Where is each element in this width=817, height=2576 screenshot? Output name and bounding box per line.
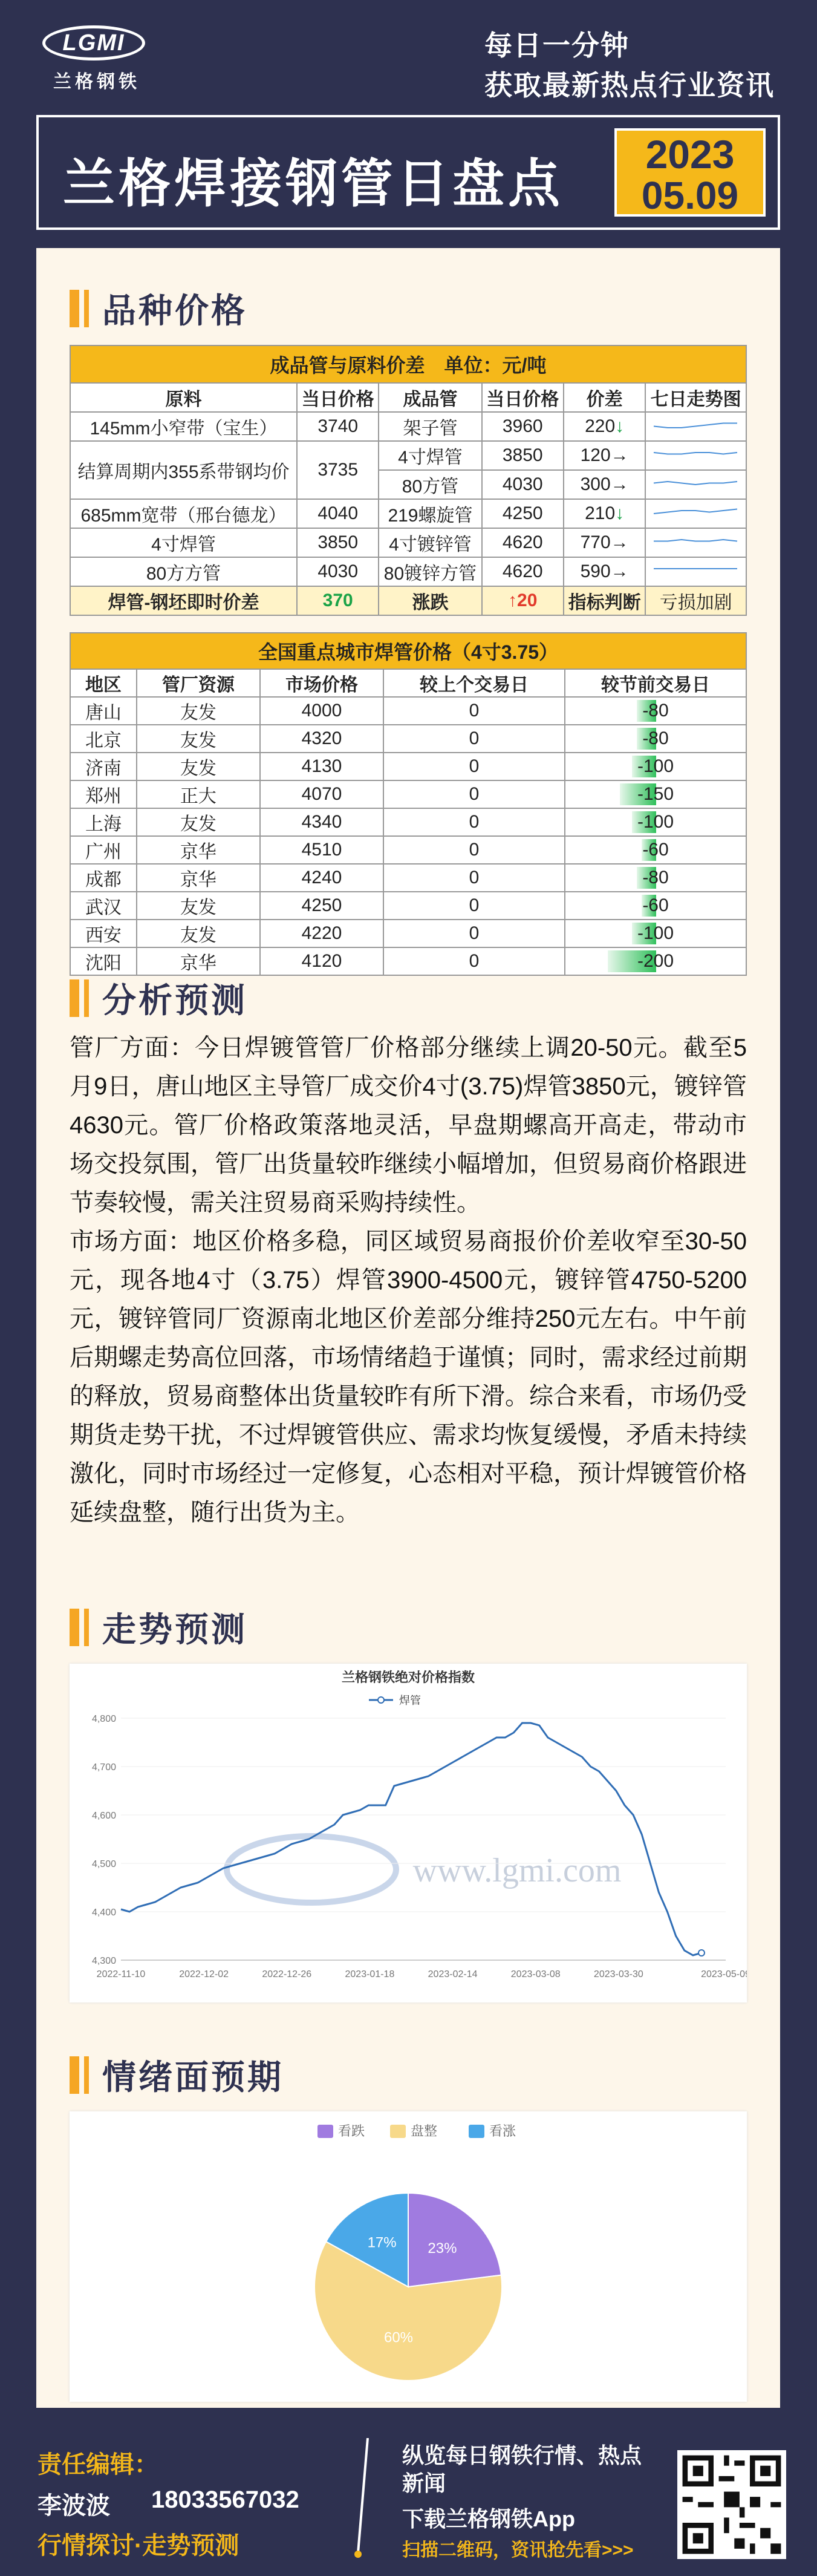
change-vs-pre-holiday-cell [565,780,746,808]
spread-indicator-label: 指标判断 [564,586,645,615]
city-col-header: 较节前交易日 [565,669,746,697]
sparkline-icon [651,476,741,494]
spread-indicator: 亏损加剧 [645,586,746,615]
price-diff: 120 [580,445,611,465]
change-vs-prev-day: 0 [383,836,565,864]
trend-chart-card [70,1664,747,2002]
sentiment-pie-chart [70,2111,747,2402]
legend-swatch [390,2125,406,2138]
series-end-point [698,1950,705,1956]
market-price: 4340 [260,808,383,836]
raw-material-price: 3735 [297,441,379,499]
legend-label: 盘整 [411,2123,438,2139]
price-diff-cell [564,441,645,470]
analysis-paragraph-mill: 管厂方面：今日焊镀管管厂价格部分继续上调20-50元。截至5月9日，唐山地区主导管厂成交价4寸(3.75)焊管3850元，镀锌管4630元。管厂价格政策落地灵活，早盘期螺高开高走，带动市场交投氛围，管厂出货量较昨继续小幅增加，但贸易商价格跟进节奏较慢，需关注贸易商采购持续性。 [70,1035,747,1216]
price-diff: 210 [585,503,616,523]
section-sentiment-label: 情绪面预期 [102,2058,284,2096]
product-price: 3960 [482,412,564,441]
editor-label: 责任编辑： [37,2451,158,2478]
city-name: 沈阳 [70,947,137,975]
mill-resource: 友发 [137,920,260,947]
pie-slice-label: 17% [367,2234,397,2251]
pie-slice-label: 23% [428,2240,457,2257]
raw-material-price: 3740 [297,412,379,441]
change-vs-prev-day: 0 [383,920,565,947]
city-name: 西安 [70,920,137,947]
seven-day-trend [645,412,746,441]
analysis-text [70,1028,747,1532]
city-name: 上海 [70,808,137,836]
section-marker-icon-thin [84,2056,89,2094]
section-marker-icon [70,290,79,327]
watermark-logo-icon [227,1836,396,1903]
y-tick-label: 4,600 [91,1811,116,1821]
legend-label: 焊管 [399,1695,421,1707]
change-vs-prev-day: 0 [383,753,565,780]
product-name: 架子管 [379,412,481,441]
price-row [70,499,746,528]
city-col-header: 市场价格 [260,669,383,697]
x-tick-label: 2023-01-18 [345,1969,395,1979]
seven-day-trend [645,528,746,557]
mill-resource: 正大 [137,780,260,808]
raw-material-name: 685mm宽带（邢台德龙） [70,499,297,528]
footer-divider-icon [351,2438,375,2559]
arrow-right-icon: → [610,474,629,494]
price-table-title: 成品管与原料价差 单位：元/吨 [70,345,746,383]
change-vs-pre-holiday: -100 [637,923,674,943]
product-name: 80方管 [379,470,481,499]
city-price-table [70,632,747,976]
change-vs-prev-day: 0 [383,780,565,808]
change-vs-pre-holiday-cell [565,725,746,753]
footer-tagline: 行情探讨·走势预测 [37,2532,239,2559]
market-price: 4120 [260,947,383,975]
price-col-header: 价差 [564,383,645,412]
x-tick-label: 2022-11-10 [96,1969,146,1979]
trend-line-chart [70,1664,747,2002]
x-tick-label: 2023-03-08 [510,1969,561,1979]
date-year: 2023 [645,132,735,177]
y-tick-label: 4,800 [91,1714,116,1724]
city-name: 武汉 [70,892,137,920]
arrow-right-icon: → [610,532,629,552]
change-vs-pre-holiday: -80 [642,701,669,721]
sparkline-icon [651,446,741,465]
change-vs-pre-holiday-cell [565,892,746,920]
change-vs-pre-holiday-cell [565,836,746,864]
product-name: 4寸焊管 [379,441,481,470]
price-diff-cell [564,557,645,586]
market-price: 4240 [260,864,383,892]
change-vs-pre-holiday: -60 [642,895,669,915]
y-tick-label: 4,700 [91,1762,116,1773]
city-row [70,808,746,836]
raw-material-name: 结算周期内355系带钢均价 [70,441,297,499]
city-col-header: 管厂资源 [137,669,260,697]
change-vs-pre-holiday-cell [565,864,746,892]
city-row [70,753,746,780]
price-col-header: 七日走势图 [645,383,746,412]
footer-promo-text: 纵览每日钢铁行情、热点新闻 [402,2443,642,2496]
city-name: 唐山 [70,697,137,725]
city-name: 北京 [70,725,137,753]
product-name: 4寸镀锌管 [379,528,481,557]
change-vs-pre-holiday-cell [565,947,746,975]
spread-label: 焊管-钢坯即时价差 [70,586,297,615]
city-row [70,892,746,920]
raw-material-price: 4030 [297,557,379,586]
mill-resource: 京华 [137,836,260,864]
section-analysis-title [70,974,247,1022]
content-paper [36,248,780,2408]
change-vs-prev-day: 0 [383,892,565,920]
change-vs-pre-holiday-cell [565,753,746,780]
section-trend-title [70,1603,247,1652]
change-vs-pre-holiday: -80 [642,868,669,888]
legend-marker [378,1697,384,1703]
date-month-day: 05.09 [641,174,739,217]
city-row [70,864,746,892]
product-price: 4620 [482,557,564,586]
seven-day-trend [645,499,746,528]
raw-material-name: 4寸焊管 [70,528,297,557]
editor-name: 李波波 [37,2493,110,2519]
city-col-header: 地区 [70,669,137,697]
date-badge [614,128,766,217]
city-name: 成都 [70,864,137,892]
city-row [70,920,746,947]
market-price: 4220 [260,920,383,947]
price-diff: 590 [580,561,611,581]
city-table-body [70,697,746,975]
raw-material-name: 80方方管 [70,557,297,586]
slogan [484,25,775,105]
change-vs-prev-day: 0 [383,808,565,836]
section-marker-icon [70,1609,79,1646]
change-vs-prev-day: 0 [383,864,565,892]
editor-phone: 18033567032 [151,2486,299,2513]
change-vs-pre-holiday-cell [565,808,746,836]
page-header [0,0,817,260]
legend-label: 看涨 [489,2123,516,2139]
section-sentiment-title [70,2051,284,2099]
price-col-header: 原料 [70,383,297,412]
change-vs-pre-holiday-cell [565,920,746,947]
raw-material-name: 145mm小窄带（宝生） [70,412,297,441]
qr-code-graphic [677,2450,786,2559]
price-row [70,412,746,441]
product-name: 80镀锌方管 [379,557,481,586]
raw-material-price: 3850 [297,528,379,557]
spread-value: 370 [297,586,379,615]
city-name: 广州 [70,836,137,864]
x-tick-label: 2022-12-26 [262,1969,312,1979]
y-tick-label: 4,500 [91,1859,116,1869]
change-vs-pre-holiday: -200 [637,951,674,971]
product-price: 3850 [482,441,564,470]
y-tick-label: 4,400 [91,1907,116,1918]
qr-code-icon[interactable] [677,2450,786,2559]
x-tick-label: 2023-03-30 [593,1969,643,1979]
price-diff-cell [564,528,645,557]
price-spread-row [70,586,746,615]
change-vs-pre-holiday-cell [565,697,746,725]
sparkline-icon [651,534,741,552]
city-col-header: 较上个交易日 [383,669,565,697]
series-line [121,1723,701,1955]
city-row [70,836,746,864]
product-price: 4250 [482,499,564,528]
price-table [70,345,747,616]
sparkline-icon [651,419,741,437]
footer-scan-link[interactable]: 扫描二维码，资讯抢先看>>> [402,2540,634,2560]
seven-day-trend [645,470,746,499]
section-marker-icon-thin [84,979,89,1017]
mill-resource: 友发 [137,808,260,836]
market-price: 4320 [260,725,383,753]
market-price: 4070 [260,780,383,808]
legend-swatch [317,2125,333,2138]
title-frame [36,115,780,230]
mill-resource: 友发 [137,753,260,780]
city-row [70,725,746,753]
legend-swatch [469,2125,484,2138]
change-vs-prev-day: 0 [383,947,565,975]
analysis-paragraph-market: 市场方面：地区价格多稳，同区域贸易商报价价差收窄至30-50元，现各地4寸（3.75）焊管3900-4500元，镀锌管4750-5200元，镀锌管同厂资源南北地区价差部分维持250元左右。中午前后期螺走势高位回落，市场情绪趋于谨慎；同时，需求经过前期的释放，贸易商整体出货量较昨有所下滑。综合来看，市场仍受期货走势干扰，不过焊镀管供应、需求均恢复缓慢，矛盾未持续激化，同时市场经过一定修复，心态相对平稳，预计焊镀管价格延续盘整，随行出货为主。 [70,1228,747,1526]
section-trend-label: 走势预测 [102,1610,247,1649]
mill-resource: 友发 [137,697,260,725]
city-row [70,947,746,975]
market-price: 4510 [260,836,383,864]
price-row [70,441,746,470]
section-marker-icon-thin [84,1609,89,1646]
arrow-right-icon: → [610,561,629,581]
section-analysis-label: 分析预测 [102,981,247,1019]
mill-resource: 京华 [137,947,260,975]
price-diff-cell [564,470,645,499]
section-price-title [70,284,247,333]
footer-app-text: 下载兰格钢铁App [402,2506,575,2531]
price-col-header: 成品管 [379,383,481,412]
market-price: 4250 [260,892,383,920]
spread-change-label: 涨跌 [379,586,481,615]
change-vs-prev-day: 0 [383,697,565,725]
section-price-label: 品种价格 [102,292,247,330]
mill-resource: 友发 [137,725,260,753]
section-marker-icon-thin [84,290,89,327]
product-price: 4030 [482,470,564,499]
product-price: 4620 [482,528,564,557]
section-marker-icon [70,2056,79,2094]
city-table-header-row [70,669,746,697]
change-vs-prev-day: 0 [383,725,565,753]
city-name: 济南 [70,753,137,780]
price-row [70,557,746,586]
price-col-header: 当日价格 [482,383,564,412]
y-tick-label: 4,300 [91,1956,116,1966]
arrow-right-icon: → [610,445,629,465]
brand-logo [42,25,163,98]
page-footer [0,2414,817,2576]
slogan-line-2: 获取最新热点行业资讯 [484,70,775,101]
seven-day-trend [645,441,746,470]
page-title: 兰格焊接钢管日盘点 [63,155,564,213]
x-tick-label: 2023-02-14 [428,1969,478,1979]
price-diff-cell [564,499,645,528]
watermark-text: www.lgmi.com [412,1852,622,1889]
logo-mark: LGMI [42,25,145,60]
x-tick-label: 2022-12-02 [179,1969,229,1979]
chart-title: 兰格钢铁绝对价格指数 [341,1670,475,1685]
market-price: 4000 [260,697,383,725]
price-table-body [70,412,746,586]
pie-slice-label: 60% [383,2329,414,2346]
city-name: 郑州 [70,780,137,808]
price-diff: 220 [585,416,616,436]
legend-label: 看跌 [338,2123,365,2139]
arrow-down-icon: ↓ [615,416,625,436]
section-marker-icon [70,979,79,1017]
product-name: 219螺旋管 [379,499,481,528]
price-diff-cell [564,412,645,441]
price-col-header: 当日价格 [297,383,379,412]
price-diff: 300 [580,474,611,494]
seven-day-trend [645,557,746,586]
spread-change: ↑20 [482,586,564,615]
city-row [70,697,746,725]
mill-resource: 友发 [137,892,260,920]
change-vs-pre-holiday: -100 [637,756,674,776]
city-table-title: 全国重点城市焊管价格（4寸3.75） [70,633,746,669]
raw-material-price: 4040 [297,499,379,528]
change-vs-pre-holiday: -100 [637,812,674,832]
price-row [70,528,746,557]
change-vs-pre-holiday: -60 [642,840,669,860]
price-diff: 770 [580,532,611,552]
change-vs-pre-holiday: -150 [637,784,674,804]
price-table-header-row [70,383,746,412]
logo-cn-text: 兰格钢铁 [53,72,140,92]
arrow-down-icon: ↓ [615,503,625,523]
slogan-line-1: 每日一分钟 [484,30,630,61]
city-row [70,780,746,808]
sentiment-pie-card [70,2111,747,2402]
sparkline-icon [651,505,741,523]
market-price: 4130 [260,753,383,780]
mill-resource: 京华 [137,864,260,892]
sparkline-icon [651,563,741,581]
x-tick-label: 2023-05-09 [701,1969,747,1979]
change-vs-pre-holiday: -80 [642,728,669,748]
